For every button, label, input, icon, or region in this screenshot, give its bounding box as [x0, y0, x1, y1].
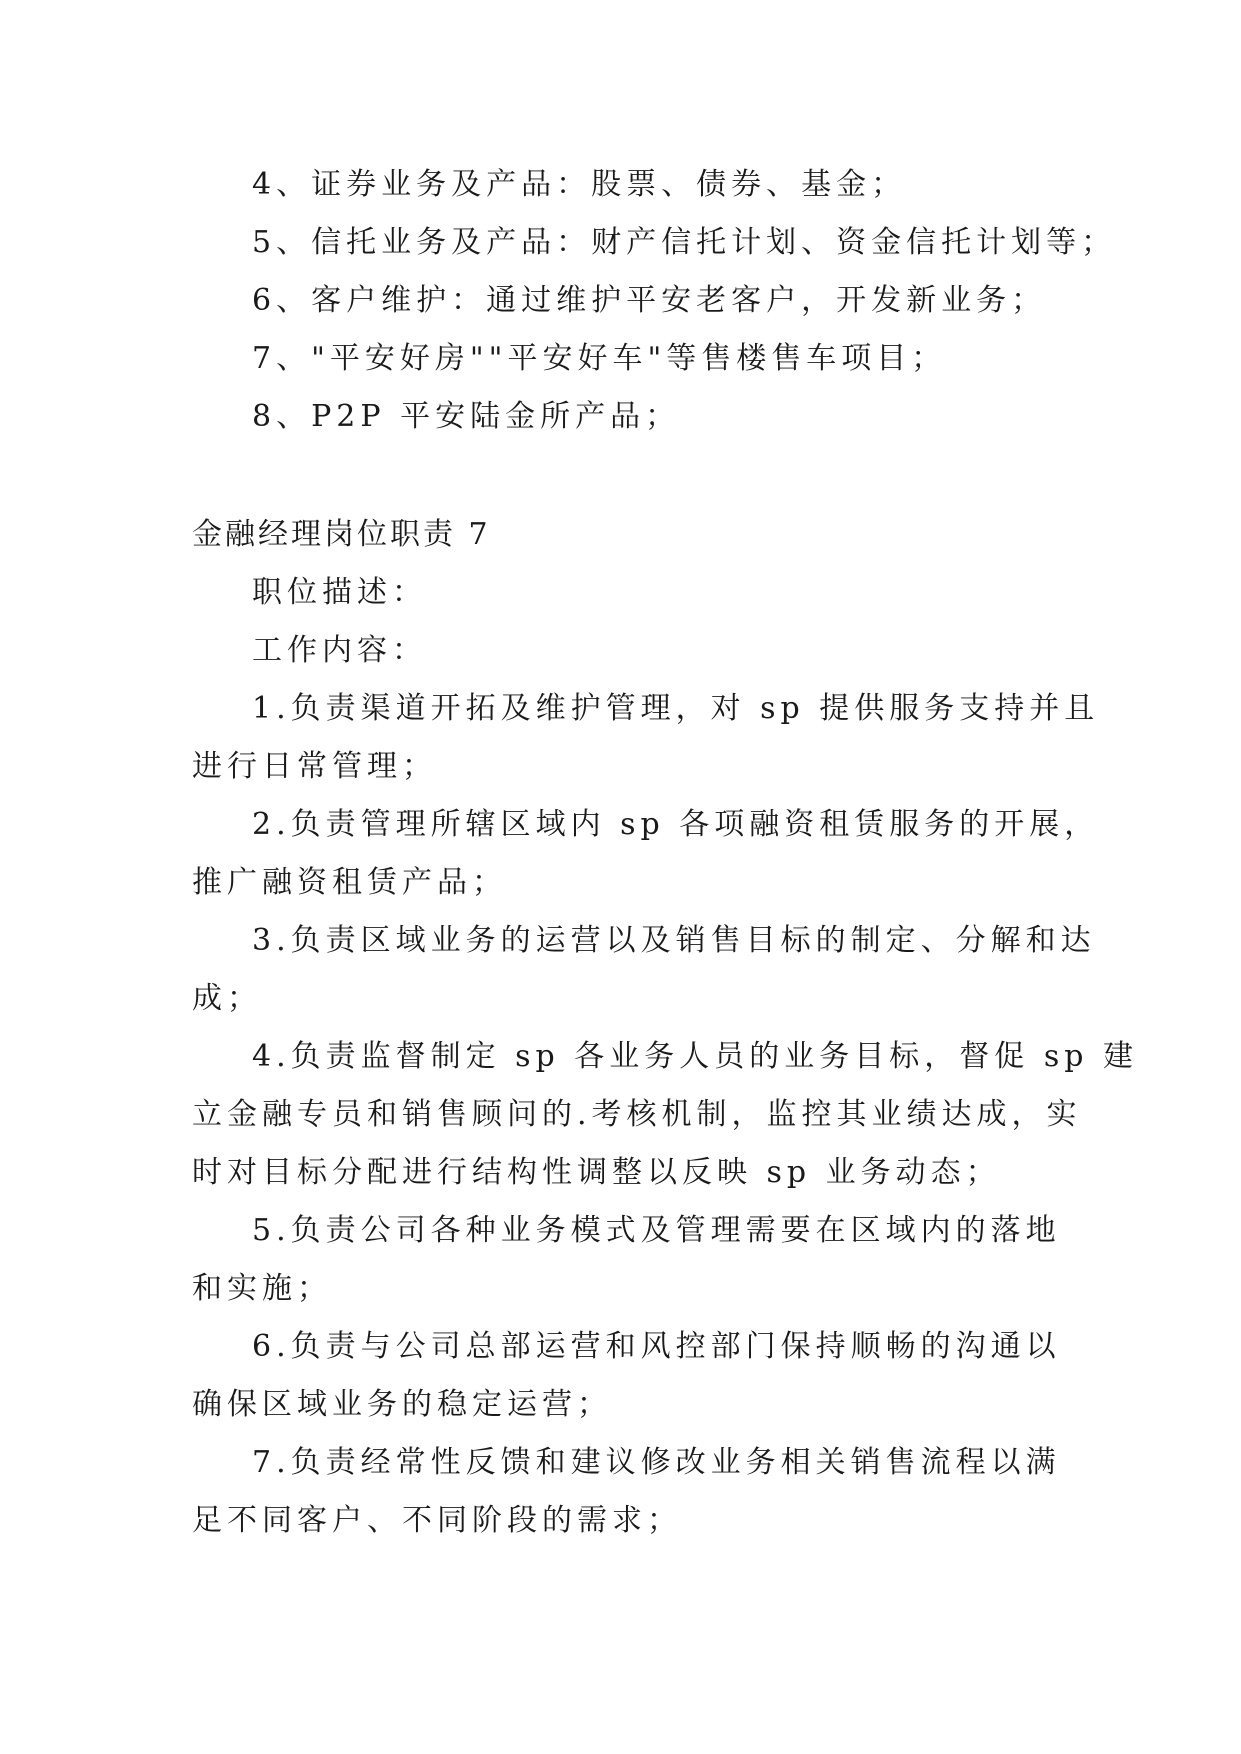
- list-item: 8、P2P 平安陆金所产品；: [252, 399, 681, 434]
- duty-line: 2.负责管理所辖区域内 sp 各项融资租赁服务的开展，: [252, 807, 1100, 842]
- list-item: 7、"平安好房""平安好车"等售楼售车项目；: [252, 341, 947, 376]
- duty-line: 和实施；: [192, 1271, 332, 1306]
- duty-line: 4.负责监督制定 sp 各业务人员的业务目标，督促 sp 建: [252, 1039, 1138, 1074]
- duty-line: 进行日常管理；: [192, 749, 437, 784]
- duty-line: 确保区域业务的稳定运营；: [192, 1387, 612, 1422]
- list-item: 5、信托业务及产品：财产信托计划、资金信托计划等；: [252, 225, 1117, 260]
- work-content-label: 工作内容：: [252, 633, 427, 668]
- duty-line: 6.负责与公司总部运营和风控部门保持顺畅的沟通以: [252, 1329, 1061, 1364]
- duty-line: 时对目标分配进行结构性调整以反映 sp 业务动态；: [192, 1155, 1001, 1190]
- job-description-label: 职位描述：: [252, 575, 427, 610]
- section-title: 金融经理岗位职责 7: [192, 517, 491, 552]
- duty-line: 7.负责经常性反馈和建议修改业务相关销售流程以满: [252, 1445, 1061, 1480]
- list-item: 6、客户维护：通过维护平安老客户，开发新业务；: [252, 283, 1047, 318]
- duty-line: 3.负责区域业务的运营以及销售目标的制定、分解和达: [252, 923, 1096, 958]
- duty-line: 立金融专员和销售顾问的.考核机制，监控其业绩达成，实: [192, 1097, 1082, 1132]
- duty-line: 推广融资租赁产品；: [192, 865, 507, 900]
- duty-line: 成；: [192, 981, 262, 1016]
- duty-line: 5.负责公司各种业务模式及管理需要在区域内的落地: [252, 1213, 1061, 1248]
- duty-line: 1.负责渠道开拓及维护管理，对 sp 提供服务支持并且: [252, 691, 1100, 726]
- duty-line: 足不同客户、不同阶段的需求；: [192, 1503, 682, 1538]
- list-item: 4、证券业务及产品：股票、债券、基金；: [252, 167, 907, 202]
